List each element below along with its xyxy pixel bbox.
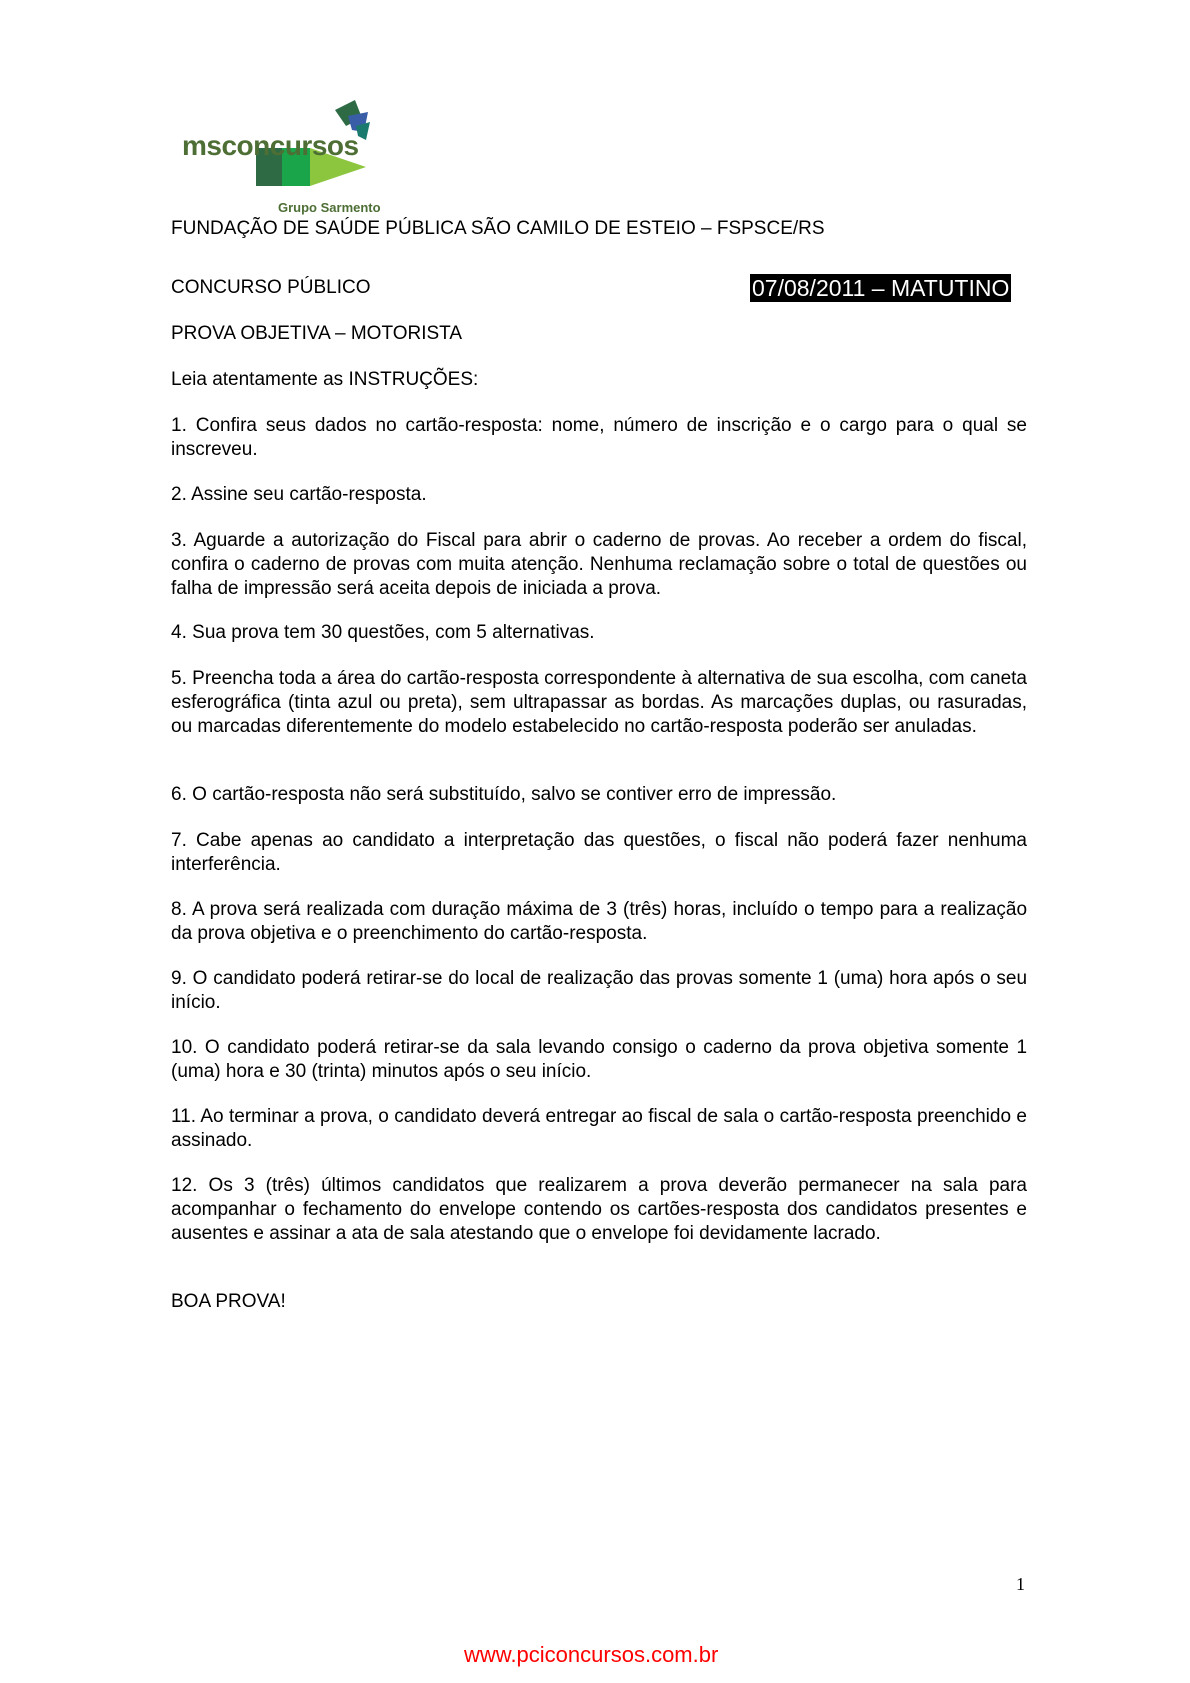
instruction-text-c: questões, com	[347, 622, 471, 643]
alternatives-count: 5	[476, 622, 487, 643]
instruction-number: 5.	[171, 668, 187, 689]
question-count: 30	[321, 622, 343, 643]
instruction-4	[171, 621, 1027, 645]
instruction-text: Aguarde a autorização do Fiscal para abrir o caderno de provas. Ao receber a ordem do fiscal, confira o caderno de provas com muita atenção. Nenhuma reclamação sobre o total de questões ou falha de impressão será aceita depois de iniciada a prova.	[171, 530, 1027, 599]
fiscal-emphasis: o fiscal	[715, 830, 779, 851]
instruction-5	[171, 667, 1027, 739]
instruction-number: 11.	[171, 1106, 197, 1127]
instruction-text-a: Sua prova tem	[192, 622, 316, 643]
instruction-9	[171, 967, 1027, 1015]
min-time-emphasis: 1 (uma) hora	[817, 968, 928, 989]
instruction-7	[171, 829, 1027, 877]
instruction-6	[171, 783, 1027, 807]
instruction-text-a: Os	[208, 1175, 233, 1196]
instruction-10	[171, 1036, 1027, 1084]
instruction-text: Assine seu cartão-resposta.	[191, 484, 427, 505]
instruction-11	[171, 1105, 1027, 1153]
instruction-text-a: O candidato poderá retirar-se do local de realização das provas somente	[192, 968, 812, 989]
instruction-number: 4.	[171, 622, 187, 643]
instruction-number: 9.	[171, 968, 187, 989]
instruction-text-c: últimos candidatos que realizarem a prova deverão permanecer na sala para acompanhar o fechamento do envelope contendo os cartões-resposta dos candidatos presentes e ausentes e assinar a ata de sala atestando que o envelope foi devidamente lacrado.	[171, 1175, 1027, 1244]
instruction-12	[171, 1174, 1027, 1246]
instruction-text: O cartão-resposta não será substituído, salvo se contiver erro de impressão.	[192, 784, 837, 805]
instruction-text-a: Cabe apenas ao candidato a interpretação das questões,	[196, 830, 706, 851]
instruction-text-a: A prova será realizada com duração máxima de	[191, 899, 601, 920]
instruction-text-c: após o seu início.	[443, 1061, 592, 1082]
instruction-8	[171, 898, 1027, 946]
instruction-3	[171, 529, 1027, 601]
instruction-text: Confira seus dados no cartão-resposta: nome, número de inscrição e o cargo para o qual se inscreveu.	[171, 415, 1027, 460]
instruction-1	[171, 414, 1027, 462]
duration-emphasis: 3 (três) horas	[606, 899, 721, 920]
instruction-text-c: não poderá fazer nenhuma interferência.	[171, 830, 1027, 875]
instruction-text-c: após o seu início.	[171, 968, 1028, 1013]
instruction-number: 7.	[171, 830, 187, 851]
instruction-number: 10.	[171, 1037, 198, 1058]
booklet-time-emphasis: 1 (uma) hora e 30 (trinta) minutos	[171, 1037, 1028, 1082]
last-candidates-emphasis: 3 (três)	[243, 1175, 310, 1196]
logo-wordmark: msconcursos	[182, 130, 359, 161]
instruction-text: Ao terminar a prova, o candidato deverá entregar ao fiscal de sala o cartão-resposta preenchido e assinado.	[171, 1106, 1027, 1151]
instruction-number: 6.	[171, 784, 187, 805]
closing-message: BOA PROVA!	[171, 1291, 286, 1312]
instruction-number: 1.	[171, 415, 187, 436]
page-number: 1	[1016, 1574, 1025, 1594]
instruction-text-c: , incluído o tempo para a realização da prova objetiva e o preenchimento do cartão-resposta.	[171, 899, 1028, 944]
instruction-text-e: alternativas.	[492, 622, 595, 643]
instructions-title: Leia atentamente as INSTRUÇÕES:	[171, 369, 479, 390]
logo-subtitle: Grupo Sarmento	[278, 200, 381, 215]
instruction-number: 3.	[171, 530, 187, 551]
instruction-text: Preencha toda a área do cartão-resposta correspondente à alternativa de sua escolha, com caneta esferográfica (tinta azul ou preta), sem ultrapassar as bordas. As marcações duplas, ou rasuradas, ou marcadas diferentemente do modelo estabelecido no cartão-resposta poderão ser anuladas.	[171, 668, 1027, 737]
msconcursos-logo	[170, 100, 400, 220]
instruction-text-a: O candidato poderá retirar-se da sala levando consigo o caderno da prova objetiva somente	[204, 1037, 1009, 1058]
instruction-number: 12.	[171, 1175, 198, 1196]
instruction-number: 2.	[171, 484, 187, 505]
instruction-number: 8.	[171, 899, 187, 920]
date-shift-badge: 07/08/2011 – MATUTINO	[752, 275, 1010, 301]
footer-link[interactable]: www.pciconcursos.com.br	[464, 1642, 719, 1667]
institution-title: FUNDAÇÃO DE SAÚDE PÚBLICA SÃO CAMILO DE ESTEIO – FSPSCE/RS	[171, 218, 825, 239]
contest-label: CONCURSO PÚBLICO	[171, 277, 371, 298]
instruction-2	[171, 483, 1027, 507]
exam-title: PROVA OBJETIVA – MOTORISTA	[171, 323, 463, 344]
